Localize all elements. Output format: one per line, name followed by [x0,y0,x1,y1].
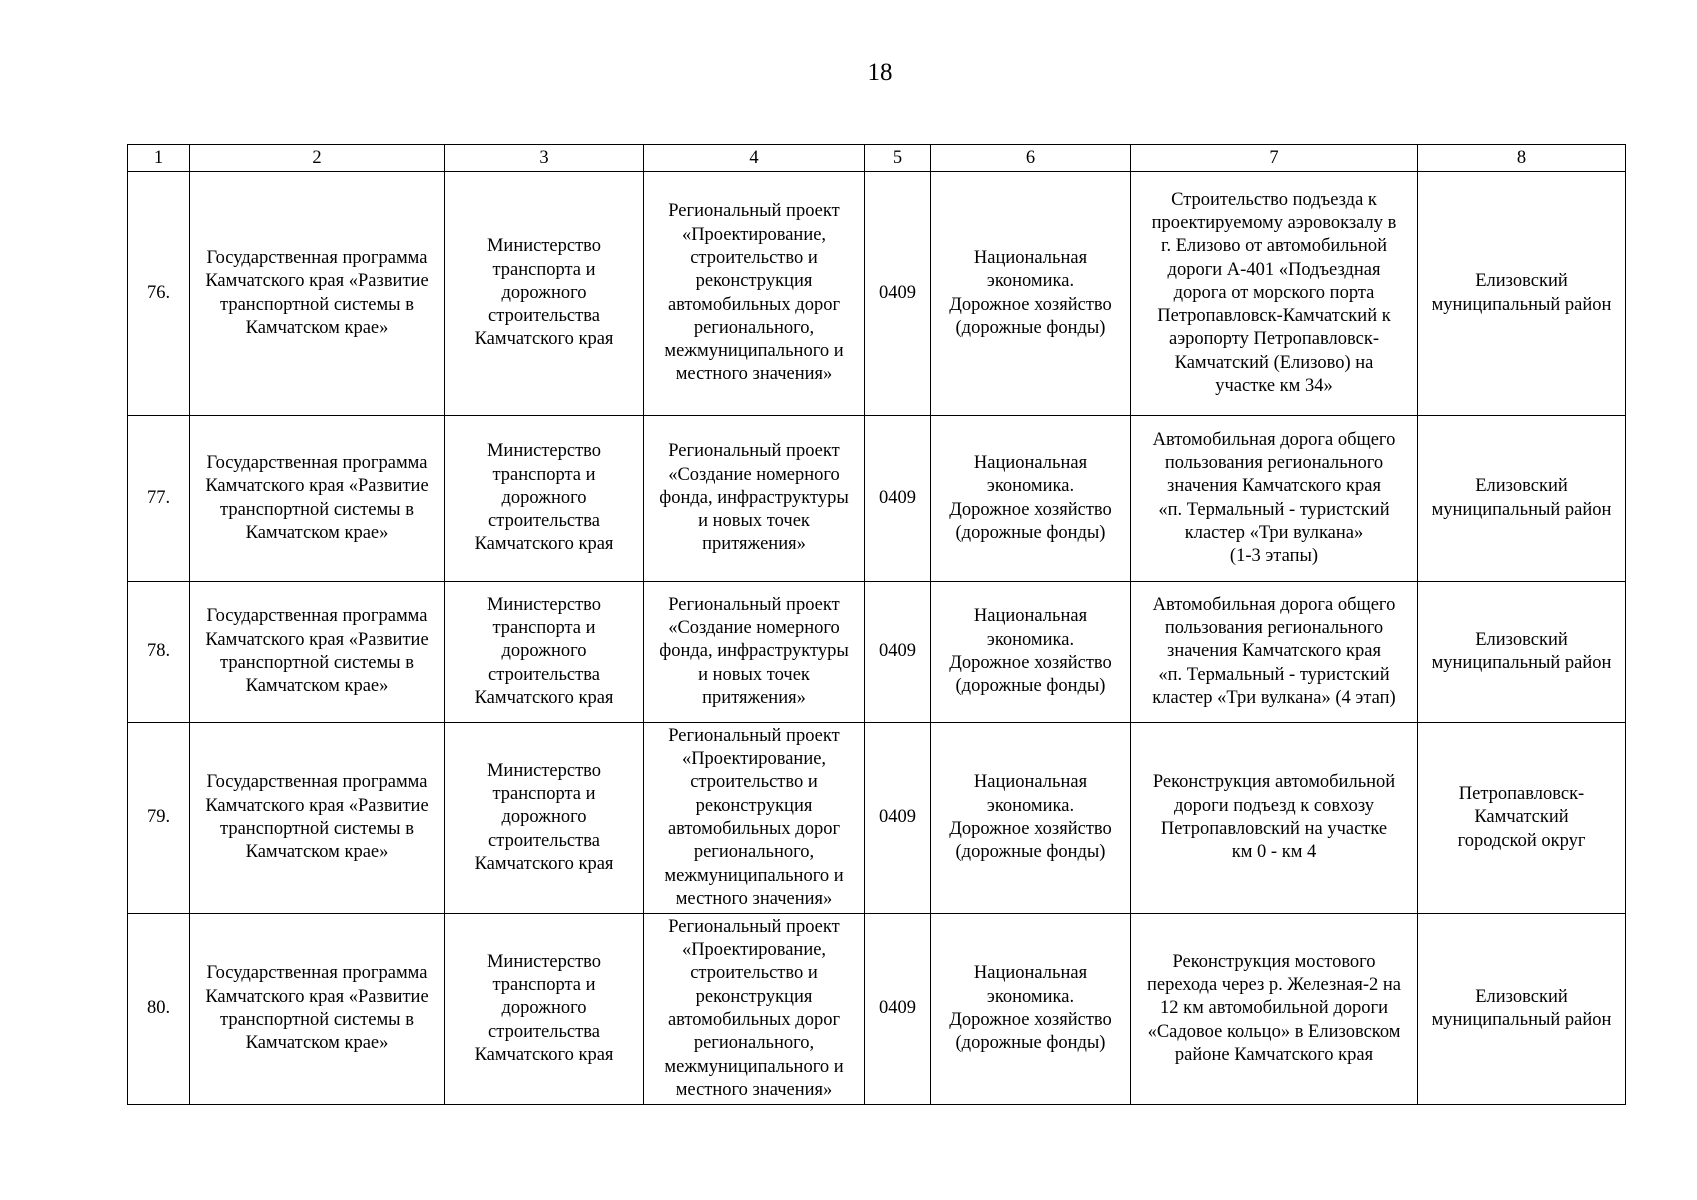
object-cell: Автомобильная дорога общего пользования регионального значения Камчатского края «п. Термальный - туристский кластер «Три вулкана» (1-3 этапы) [1131,416,1418,582]
code-cell: 0409 [865,582,931,723]
column-number-cell: 6 [931,145,1131,172]
program-cell: Государственная программа Камчатского края «Развитие транспортной системы в Камчатском крае» [190,582,445,723]
project-cell: Региональный проект «Создание номерного фонда, инфраструктуры и новых точек притяжения» [644,582,865,723]
object-cell: Строительство подъезда к проектируемому аэровокзалу в г. Елизово от автомобильной дороги А-401 «Подъездная дорога от морского порта Петропавловск-Камчатский к аэропорту Петропавловск- Камчатский (Елизово) на участке км 34» [1131,172,1418,416]
column-number-row [128,145,1626,172]
code-cell: 0409 [865,172,931,416]
code-cell: 0409 [865,723,931,914]
program-cell: Государственная программа Камчатского края «Развитие транспортной системы в Камчатском крае» [190,416,445,582]
column-number-cell: 8 [1418,145,1626,172]
table-row [128,416,1626,582]
object-cell: Реконструкция мостового перехода через р. Железная-2 на 12 км автомобильной дороги «Садовое кольцо» в Елизовском районе Камчатского края [1131,914,1418,1105]
column-number-cell: 5 [865,145,931,172]
column-number-cell: 3 [445,145,644,172]
row-number-cell: 80. [128,914,190,1105]
row-number-cell: 77. [128,416,190,582]
program-cell: Государственная программа Камчатского края «Развитие транспортной системы в Камчатском крае» [190,914,445,1105]
ministry-cell: Министерство транспорта и дорожного строительства Камчатского края [445,172,644,416]
table-row [128,582,1626,723]
location-cell: Петропавловск- Камчатский городской округ [1418,723,1626,914]
project-cell: Региональный проект «Проектирование, строительство и реконструкция автомобильных дорог регионального, межмуниципального и местного значения» [644,723,865,914]
object-cell: Автомобильная дорога общего пользования регионального значения Камчатского края «п. Термальный - туристский кластер «Три вулкана» (4 этап) [1131,582,1418,723]
section-cell: Национальная экономика. Дорожное хозяйство (дорожные фонды) [931,723,1131,914]
column-number-cell: 7 [1131,145,1418,172]
program-cell: Государственная программа Камчатского края «Развитие транспортной системы в Камчатском крае» [190,172,445,416]
ministry-cell: Министерство транспорта и дорожного строительства Камчатского края [445,723,644,914]
location-cell: Елизовский муниципальный район [1418,914,1626,1105]
location-cell: Елизовский муниципальный район [1418,582,1626,723]
section-cell: Национальная экономика. Дорожное хозяйство (дорожные фонды) [931,914,1131,1105]
table-row [128,172,1626,416]
location-cell: Елизовский муниципальный район [1418,416,1626,582]
row-number-cell: 76. [128,172,190,416]
section-cell: Национальная экономика. Дорожное хозяйство (дорожные фонды) [931,172,1131,416]
code-cell: 0409 [865,914,931,1105]
column-number-cell: 2 [190,145,445,172]
page-number: 18 [867,59,893,86]
row-number-cell: 79. [128,723,190,914]
project-cell: Региональный проект «Проектирование, строительство и реконструкция автомобильных дорог регионального, межмуниципального и местного значения» [644,172,865,416]
location-cell: Елизовский муниципальный район [1418,172,1626,416]
column-number-cell: 1 [128,145,190,172]
program-cell: Государственная программа Камчатского края «Развитие транспортной системы в Камчатском крае» [190,723,445,914]
section-cell: Национальная экономика. Дорожное хозяйство (дорожные фонды) [931,416,1131,582]
object-cell: Реконструкция автомобильной дороги подъезд к совхозу Петропавловский на участке км 0 - км 4 [1131,723,1418,914]
row-number-cell: 78. [128,582,190,723]
ministry-cell: Министерство транспорта и дорожного строительства Камчатского края [445,914,644,1105]
column-number-cell: 4 [644,145,865,172]
ministry-cell: Министерство транспорта и дорожного строительства Камчатского края [445,416,644,582]
table-row [128,914,1626,1105]
ministry-cell: Министерство транспорта и дорожного строительства Камчатского края [445,582,644,723]
projects-table [127,144,1626,1105]
section-cell: Национальная экономика. Дорожное хозяйство (дорожные фонды) [931,582,1131,723]
project-cell: Региональный проект «Создание номерного фонда, инфраструктуры и новых точек притяжения» [644,416,865,582]
project-cell: Региональный проект «Проектирование, строительство и реконструкция автомобильных дорог регионального, межмуниципального и местного значения» [644,914,865,1105]
code-cell: 0409 [865,416,931,582]
table-row [128,723,1626,914]
